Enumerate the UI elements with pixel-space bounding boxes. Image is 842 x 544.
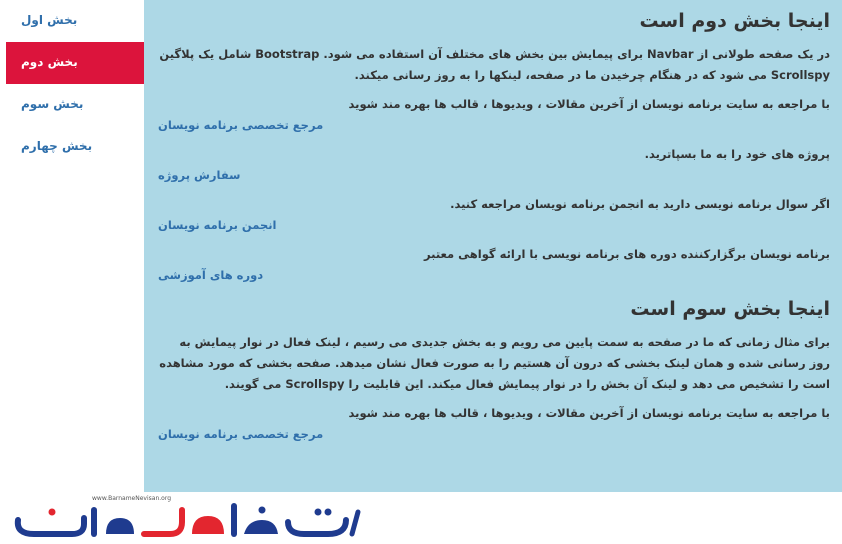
info-block (158, 244, 830, 286)
info-block (158, 144, 830, 186)
order-project-link[interactable]: سفارش پروژه (158, 168, 241, 182)
section-three (158, 294, 830, 445)
scrollspy-content[interactable] (144, 0, 842, 492)
forum-link[interactable]: انجمن برنامه نویسان (158, 218, 277, 232)
nav-link-section-4[interactable]: بخش چهارم (21, 139, 93, 153)
info-text: با مراجعه به سایت برنامه نویسان از آخرین مقالات ، ویدیوها ، قالب ها بهره مند شوید (348, 406, 830, 420)
section-three-intro: برای مثال زمانی که ما در صفحه به سمت پایین می رویم و به بخش جدیدی می رسیم ، لینک فعال در نوار پیمایش به روز رسانی شده و همان لینک بخشی که درون آن هستیم را به صورت فعال نشان میدهد. صفحه بخشی که مورد مشاهده است را تشخیص می دهد و لینک آن بخش را در نوار پیمایش فعال میکند. این قابلیت را Scrollspy می گویند. (159, 335, 830, 391)
courses-link[interactable]: دوره های آموزشی (158, 268, 264, 282)
section-two (158, 6, 830, 286)
info-block (158, 94, 830, 136)
info-block (158, 403, 830, 445)
section-two-intro: در یک صفحه طولانی از Navbar برای پیمایش بین بخش های مختلف آن استفاده می شود. Bootstrap شامل یک پلاگین Scrollspy می شود که در هنگام چرخیدن ما در صفحه، لینکها را به روز رسانی میکند. (159, 47, 830, 82)
info-text: اگر سوال برنامه نویسی دارید به انجمن برنامه نویسان مراجعه کنید. (450, 197, 830, 211)
nav-link-section-2[interactable]: بخش دوم (6, 42, 144, 84)
info-block (158, 194, 830, 236)
section-two-title: اینجا بخش دوم است (639, 10, 830, 32)
nav-link-section-1[interactable]: بخش اول (21, 13, 78, 27)
scrollspy-sidebar (6, 0, 144, 170)
info-text: با مراجعه به سایت برنامه نویسان از آخرین مقالات ، ویدیوها ، قالب ها بهره مند شوید (348, 97, 830, 111)
section-three-title: اینجا بخش سوم است (630, 298, 830, 320)
logo-graphic (12, 494, 364, 540)
logo-url-text: www.BarnameNevisan.org (92, 495, 171, 502)
info-text: برنامه نویسان برگزارکننده دوره های برنامه نویسی با ارائه گواهی معتبر (423, 247, 830, 261)
info-text: پروژه های خود را به ما بسپاترید. (644, 147, 830, 161)
reference-link[interactable]: مرجع تخصصی برنامه نویسان (158, 427, 324, 441)
reference-link[interactable]: مرجع تخصصی برنامه نویسان (158, 118, 324, 132)
barnamenevisan-logo[interactable] (12, 494, 364, 540)
nav-link-section-3[interactable]: بخش سوم (21, 97, 84, 111)
